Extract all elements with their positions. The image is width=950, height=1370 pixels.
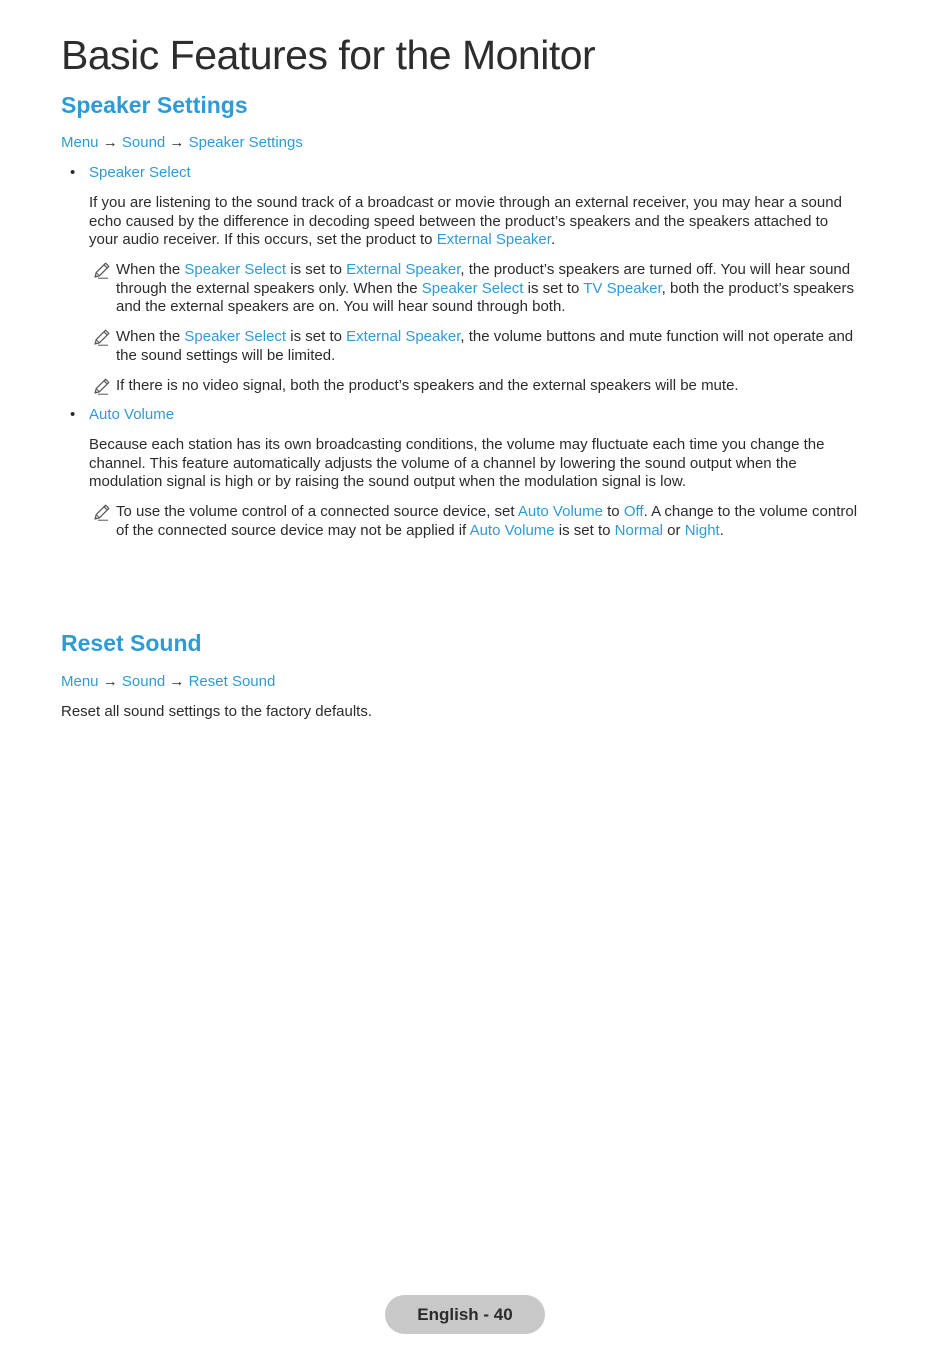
term-external-speaker: External Speaker bbox=[346, 261, 461, 278]
breadcrumb-arrow: → bbox=[165, 134, 189, 151]
text: . bbox=[550, 231, 556, 249]
bullet-label-speaker-select: Speaker Select bbox=[89, 164, 191, 181]
bullet-dot: • bbox=[70, 164, 76, 181]
text: is set to bbox=[554, 521, 615, 539]
breadcrumb-sound: Sound bbox=[121, 673, 166, 690]
page-number-badge: English - 40 bbox=[385, 1295, 545, 1334]
note-text bbox=[116, 503, 871, 540]
reset-sound-description: Reset all sound settings to the factory defaults. bbox=[61, 703, 373, 720]
term-auto-volume: Auto Volume bbox=[517, 503, 603, 520]
term-auto-volume: Auto Volume bbox=[469, 521, 555, 539]
text: To use the volume control of a connected source device, set bbox=[116, 503, 518, 520]
term-speaker-select: Speaker Select bbox=[421, 279, 524, 297]
section-heading-speaker-settings: Speaker Settings bbox=[61, 92, 248, 118]
text: is set to bbox=[286, 328, 347, 345]
section-heading-reset-sound: Reset Sound bbox=[61, 630, 202, 656]
term-external-speaker: External Speaker bbox=[436, 231, 551, 249]
text: When the bbox=[116, 328, 185, 345]
pencil-icon bbox=[92, 260, 112, 280]
bullet-label-auto-volume: Auto Volume bbox=[89, 406, 175, 423]
breadcrumb bbox=[61, 672, 275, 692]
text: is set to bbox=[286, 261, 347, 278]
text: to bbox=[602, 503, 624, 520]
term-speaker-select: Speaker Select bbox=[184, 328, 287, 345]
term-night: Night bbox=[684, 521, 720, 539]
breadcrumb-reset-sound: Reset Sound bbox=[188, 673, 276, 690]
note-text bbox=[116, 377, 871, 396]
note bbox=[89, 261, 871, 317]
text: . A change to the volume control of the connected source device may not be applied if bbox=[116, 503, 858, 539]
text: , the product’s speakers are turned off. You will hear sound through the external speakers only. When the bbox=[116, 261, 851, 297]
page-title: Basic Features for the Monitor bbox=[61, 32, 596, 78]
pencil-icon bbox=[92, 327, 112, 347]
pencil-icon bbox=[92, 376, 112, 396]
term-off: Off bbox=[623, 503, 644, 520]
term-normal: Normal bbox=[614, 521, 663, 539]
note bbox=[89, 328, 871, 365]
note-text bbox=[116, 261, 871, 317]
breadcrumb bbox=[61, 133, 303, 153]
text: or bbox=[663, 521, 685, 539]
breadcrumb-sound: Sound bbox=[121, 134, 166, 151]
auto-volume-description: Because each station has its own broadcasting conditions, the volume may fluctuate each time you change the channel. This feature automatically adjusts the volume of a channel by lowering the sound output when the modulation signal is high or by raising the sound output when the modulation signal is low. bbox=[89, 436, 825, 491]
bullet-dot: • bbox=[70, 406, 76, 423]
text: When the bbox=[116, 261, 185, 278]
pencil-icon bbox=[92, 502, 112, 522]
text: . bbox=[719, 521, 724, 539]
breadcrumb-menu: Menu bbox=[61, 134, 99, 151]
note bbox=[89, 377, 871, 396]
text: is set to bbox=[523, 279, 584, 297]
text: If there is no video signal, both the product’s speakers and the external speakers will be mute. bbox=[116, 377, 739, 394]
breadcrumb-arrow: → bbox=[98, 673, 122, 690]
term-speaker-select: Speaker Select bbox=[184, 261, 287, 278]
term-tv-speaker: TV Speaker bbox=[583, 279, 662, 297]
note bbox=[89, 503, 871, 540]
breadcrumb-arrow: → bbox=[165, 673, 189, 690]
text: , the volume buttons and mute function will not operate and the sound settings will be limited. bbox=[116, 328, 854, 364]
term-external-speaker: External Speaker bbox=[346, 328, 461, 345]
breadcrumb-menu: Menu bbox=[61, 673, 99, 690]
text: If you are listening to the sound track of a broadcast or movie through an external receiver, you may hear a sound echo caused by the difference in decoding speed between the product’s speakers and the speakers attached to your audio receiver. If this occurs, set the product to bbox=[89, 194, 842, 249]
speaker-select-description bbox=[89, 194, 861, 250]
breadcrumb-arrow: → bbox=[98, 134, 122, 151]
breadcrumb-speaker-settings: Speaker Settings bbox=[188, 134, 303, 151]
note-text bbox=[116, 328, 871, 365]
text: , both the product’s speakers and the external speakers are on. You will hear sound through both. bbox=[116, 279, 854, 316]
